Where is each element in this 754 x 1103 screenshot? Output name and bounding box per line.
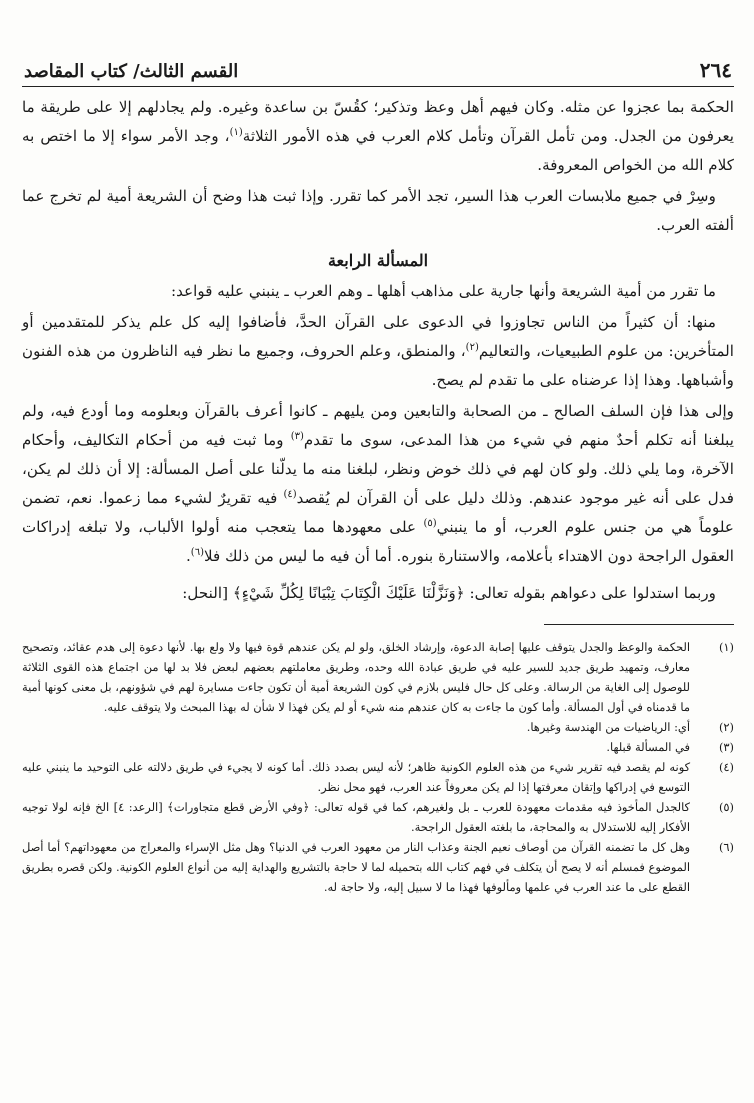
footnote-text: كونه لم يقصد فيه تقرير شيء من هذه العلوم الكونية ظاهر؛ لأنه ليس بصدد ذلك. أما كونه لا يجيء في طريق دلالته على التوحيد ما ينبني عليه التوسع في إدراكها وإتقان معرفتها إذا لم يكن معروفاً عند العرب، فهو محل نظر. — [22, 760, 690, 794]
page-number: ٢٦٤ — [699, 58, 732, 82]
footnote-ref[interactable]: (٤) — [283, 488, 297, 500]
footnote — [22, 717, 734, 737]
footnote — [22, 837, 734, 897]
footnote-text: أي: الرياضيات من الهندسة وغيرها. — [526, 720, 690, 734]
paragraph: وسِرْ في جميع ملابسات العرب هذا السير، تجد الأمر كما تقرر. وإذا ثبت هذا وضح أن الشريعة أمية لم تخرج عما ألفته العرب. — [22, 187, 734, 234]
paragraph: وربما استدلوا على دعواهم بقوله تعالى: ﴿وَنَزَّلْنَا عَلَيْكَ الْكِتَابَ تِبْيَانًا لِكُلِّ شَيْءٍ﴾ [النحل: — [182, 584, 716, 602]
paragraph: الحكمة بما عجزوا عن مثله. وكان فيهم أهل وعظ وتذكير؛ كقُسّ بن ساعدة وغيره. ولم يجادلهم إلا على طريقة ما يعرفون من الجدل. ومن تأمل القرآن وتأمل كلام العرب في هذه الأمور الثلاثة$^{(١)}$، وجد الأمر سواء إلا ما اختص به كلام الله من الخواص المعروفة. — [22, 98, 734, 174]
paragraph: منها: أن كثيراً من الناس تجاوزوا في الدعوى على القرآن الحدَّ، فأضافوا إليه كل علم يذكر للمتقدمين أو المتأخرين: من علوم الطبيعيات، والتعاليم$^{(٢)}$، والمنطق، وعلم الحروف، وجميع ما نظر فيه الناظرون من هذه الفنون وأشباهها. وهذا إذا عرضناه على ما تقدم لم يصح. — [22, 313, 734, 389]
footnote-text: وهل كل ما تضمنه القرآن من أوصاف نعيم الجنة وعذاب النار من معهود العرب في الدنيا؟ وهل مثل الإسراء والمعراج من معهوداتهم؟ أما أصل الموضوع فمسلم أنه لا يصح أن يتكلف في فهم كتاب الله بتحميله لما لا حاجة بالتشريع والهداية إليه من أنواع العلوم الكونية. ولكن قصره بطريق القطع على ما عند العرب في علمها ومألوفها فهذا ما لا سبيل إليه، ولا حاجة له. — [22, 840, 690, 894]
footnote-number: (٣) — [718, 740, 734, 754]
paragraph: ما تقرر من أمية الشريعة وأنها جارية على مذاهب أهلها ـ وهم العرب ـ ينبني عليه قواعد: — [170, 282, 716, 300]
page — [22, 58, 734, 897]
footnote-ref[interactable]: (٣) — [290, 430, 304, 442]
footnote-text: في المسألة قبلها. — [606, 740, 690, 754]
section-heading: المسألة الرابعة — [327, 251, 429, 270]
paragraph: وإلى هذا فإن السلف الصالح ـ من الصحابة والتابعين ومن يليهم ـ كانوا أعرف بالقرآن وبعلومه وما أودع فيه، ولم يبلغنا أنه تكلم أحدٌ منهم في شيء من هذا المدعى، سوى ما تقدم$^{(٣)}$ وما ثبت فيه من أحكام التكاليف، وأحكام الآخرة، وما يلي ذلك. ولو كان لهم في ذلك خوض ونظر، لبلغنا منه ما يدلّنا على أصل المسألة: إلا أن ذلك لم يكن، فدل على أنه غير موجود عندهم. وذلك دليل على أن القرآن لم يُقصد$^{(٤)}$ فيه تقريرٌ لشيء مما زعموا. نعم، تضمن علوماً هي من جنس علوم العرب، أو ما ينبني$^{(٥)}$ على معهودها مما يتعجب منه أولوا الألباب، ولا تبلغه إدراكات العقول الراجحة دون الاهتداء بأعلامه، والاستنارة بنوره. أما أن فيه ما ليس من ذلك فلا$^{(٦)}$. — [22, 402, 734, 565]
footnote-ref[interactable]: (١) — [229, 126, 243, 138]
footnote-number: (٦) — [718, 840, 734, 854]
footnote-number: (٤) — [718, 760, 734, 774]
footnote — [22, 757, 734, 797]
footnote — [22, 797, 734, 837]
section-title: القسم الثالث/ كتاب المقاصد — [24, 61, 239, 82]
footnote-text: كالجدل المأخوذ فيه مقدمات معهودة للعرب ـ بل ولغيرهم، كما في قوله تعالى: ﴿وفي الأرض قطع متجاورات﴾ [الرعد: ٤] الخ فإنه لولا توجيه الأفكار إليه للاستدلال به والمحاجة، ما بلغته العقول الراجحة. — [22, 800, 690, 834]
footnote-ref[interactable]: (٥) — [423, 517, 437, 529]
footnote — [22, 637, 734, 717]
footnote-number: (٢) — [718, 720, 734, 734]
footnote-text: الحكمة والوعظ والجدل يتوقف عليها إصابة الدعوة، وإرشاد الخلق، ولو لم يكن عندهم قوة فيها ولا ولع بها. لأنها دعوة إلى هدم عقائد، وتصحيح معارف، وتمهيد طريق جديد للسير عليه في طريق عبادة الله وحده، وطريق معاملتهم بعضهم لبعض فلا بد لها من اجتماع هذه القوى الثلاثة للوصول إلى الغاية من الرسالة. وعلى كل حال فليس بلازم في كون الشريعة أمية أن تكون جاءت مسايرة لهم في شؤونهم، بل معنى كونها أمية ما قدمناه في أول المسألة. وأما كون ما جاءت به كان عندهم منه شيء أو لم يكن فهذا لا شأن له بهذا المبحث ولا يتوقف عليه. — [22, 640, 690, 714]
running-header — [22, 58, 734, 87]
footnote-number: (٥) — [718, 800, 734, 814]
main-text — [22, 93, 734, 608]
footnote-ref[interactable]: (٦) — [190, 546, 204, 558]
footnote — [22, 737, 734, 757]
footnote-number: (١) — [718, 640, 734, 654]
footnote-ref[interactable]: (٢) — [465, 341, 479, 353]
footnote-divider — [544, 624, 734, 625]
footnotes — [22, 637, 734, 897]
